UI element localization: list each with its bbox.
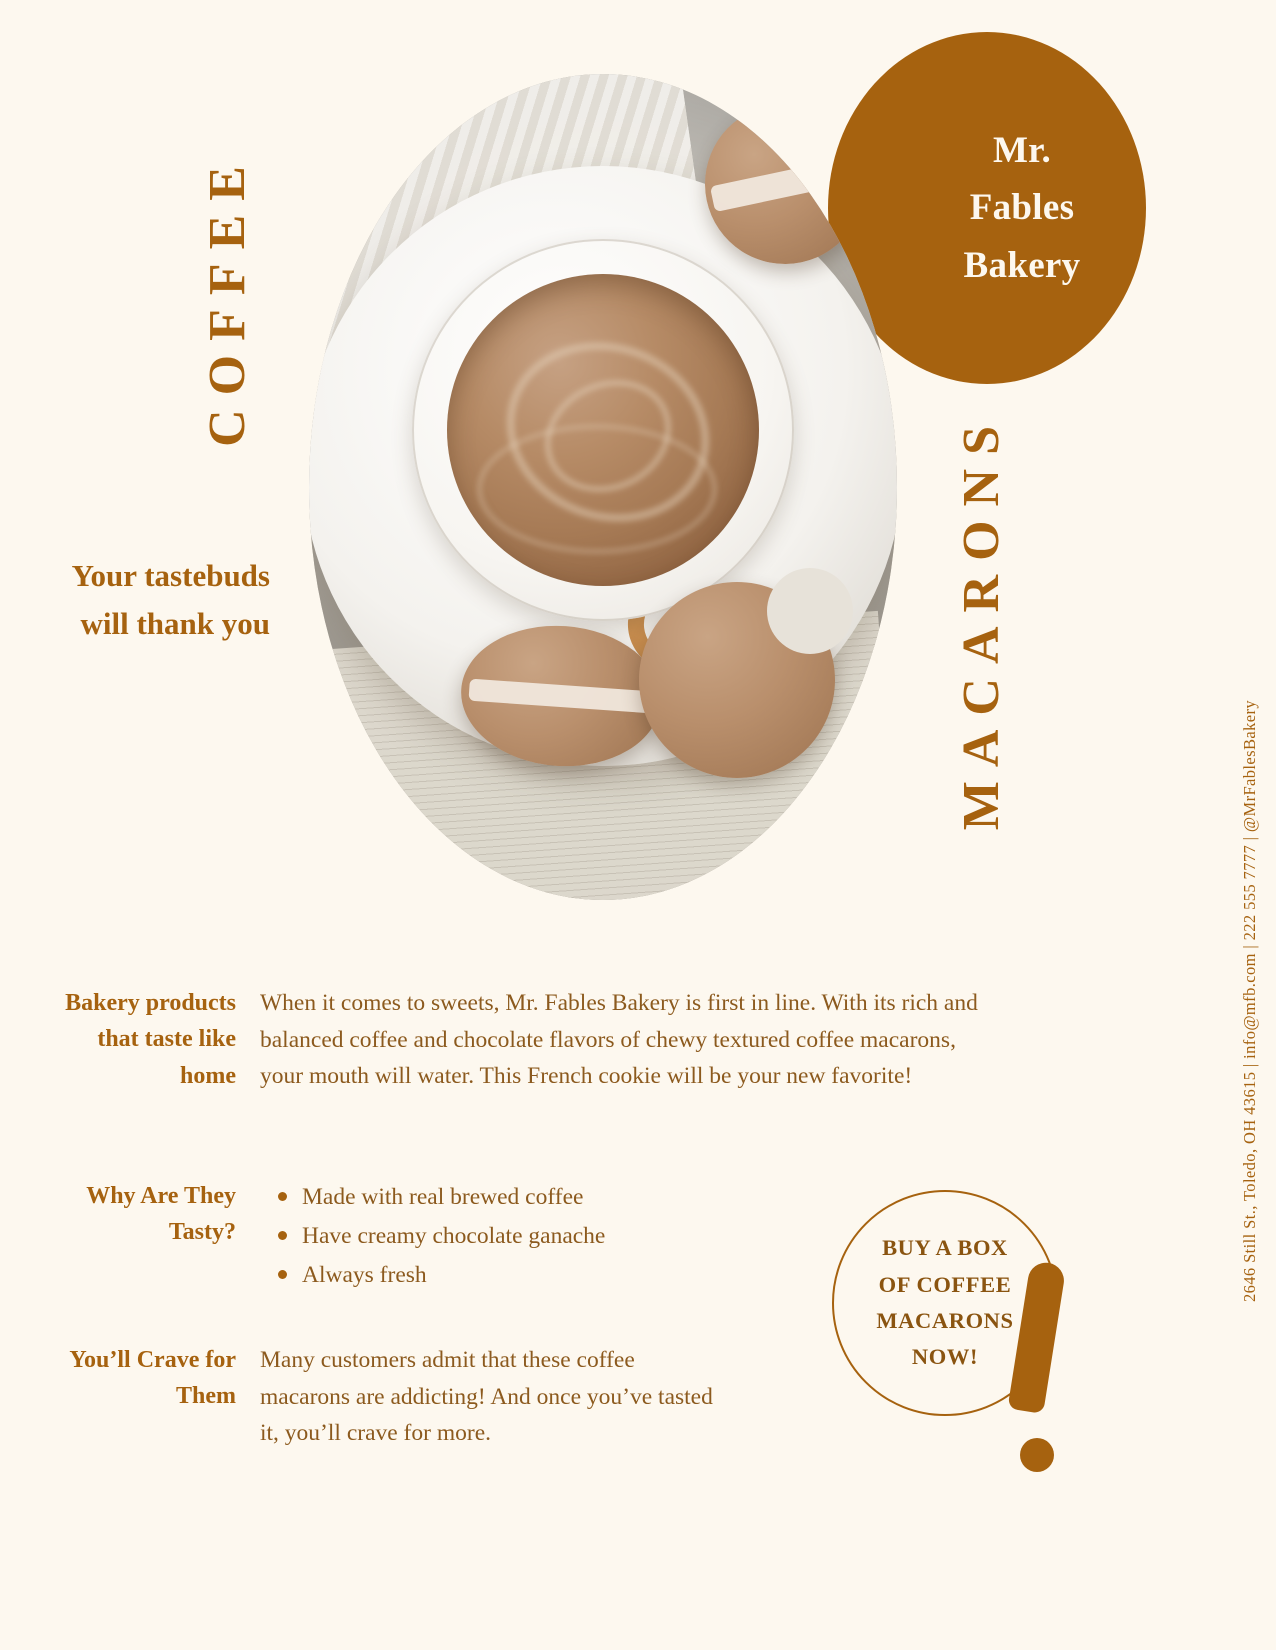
list-item: Always fresh [286,1256,605,1295]
section-why-tasty [60,1178,760,1295]
exclamation-dot-icon [1020,1438,1054,1472]
list-item: Made with real brewed coffee [286,1178,605,1217]
macaron-filling [710,156,859,212]
list-item: Have creamy chocolate ganache [286,1217,605,1256]
cta-text [876,1230,1013,1376]
vertical-word-macarons: MACARONS [953,412,1010,831]
photo-background [309,74,897,900]
coffee-surface [447,274,759,586]
cta-line4: NOW! [911,1344,979,1370]
section-crave [60,1342,800,1452]
macaron-bitten [639,582,835,778]
bite-mark [767,568,853,654]
crema-swirl [477,424,717,554]
brand-name-line3: Bakery [963,244,1081,286]
cta-line1: BUY A BOX [882,1235,1008,1261]
brand-name-line2: Fables [969,187,1075,229]
cta-line3: MACARONS [876,1308,1014,1333]
contact-info-rail: 2646 Still St., Toledo, OH 43615 | info@mfb.com | 222 555 7777 | @MrFablesBakery [1240,700,1259,1303]
macaron-filling [468,678,653,713]
section-label-why-tasty: Why Are They Tasty? [86,1183,236,1246]
brand-name-line1: Mr. [992,129,1052,171]
why-tasty-bullet-list [260,1178,605,1295]
section-bakery-products [60,985,1060,1095]
section-body-crave: Many customers admit that these coffee macarons are addicting! And once you’ve tasted it, you’ll crave for more. [260,1347,713,1447]
tagline: Your tastebuds will thank you [71,558,270,642]
section-body-bakery-products: When it comes to sweets, Mr. Fables Bakery is first in line. With its rich and balanced coffee and chocolate flavors of chewy textured coffee macarons, your mouth will water. This French cookie will be your new favorite! [260,990,978,1090]
section-label-bakery-products: Bakery products that taste like home [65,990,236,1089]
section-label-crave: You’ll Crave for Them [69,1347,236,1410]
cta-line2: OF COFFEE [878,1271,1012,1297]
vertical-word-coffee: COFFEE [199,152,256,447]
brand-name [894,122,1081,294]
hero-photo-coffee-and-macarons [309,74,897,900]
